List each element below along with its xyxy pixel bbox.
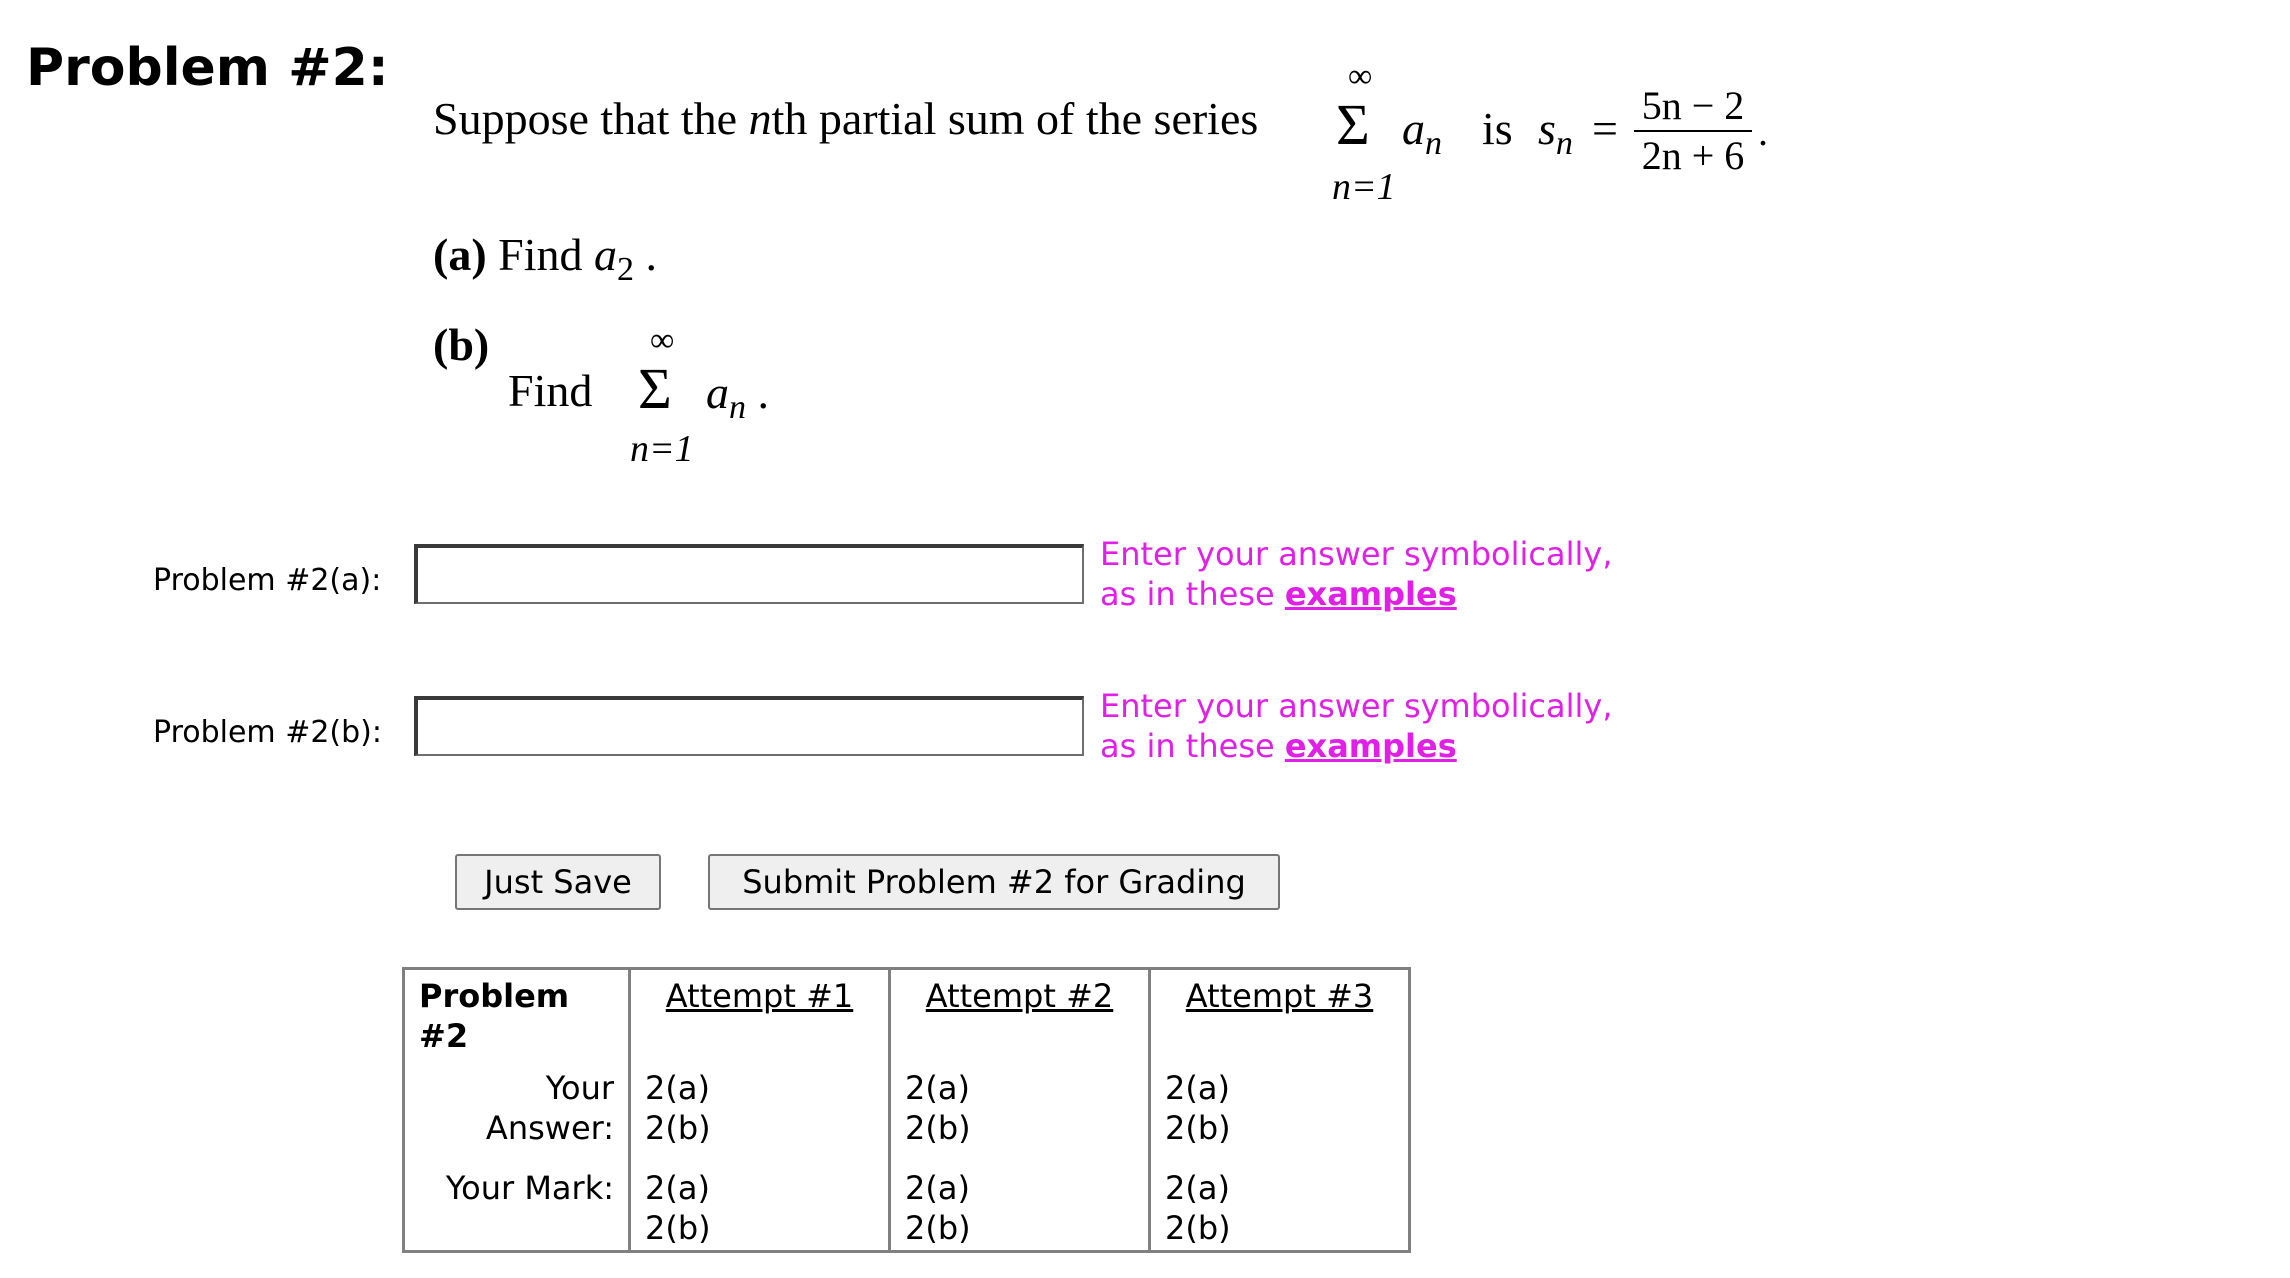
attempts-header-row <box>404 969 1410 1063</box>
your-answer-label: Your Answer: <box>404 1062 630 1168</box>
part-b-entry: 2(b) <box>905 1109 971 1147</box>
part-b-entry: 2(b) <box>905 1209 971 1247</box>
part-a-sub: 2 <box>617 251 635 288</box>
attempt-mark-cell <box>1150 1168 1410 1252</box>
page-title: Problem #2: <box>26 38 389 98</box>
part-b-text: Find <box>508 365 593 416</box>
answer-b-label: Problem #2(b): <box>153 715 382 750</box>
attempts-table <box>402 967 1411 1253</box>
hint-line <box>1100 574 1612 614</box>
part-a-end: . <box>645 229 658 280</box>
attempt-header: Attempt #2 <box>890 969 1150 1063</box>
part-a-var: a <box>594 229 618 280</box>
series-sum-lower-limit: n=1 <box>1332 166 1396 208</box>
series-term-sub: n <box>1425 125 1442 162</box>
part-a-entry: 2(a) <box>1165 1069 1230 1107</box>
hint-line <box>1100 726 1612 766</box>
part-b-entry: 2(b) <box>645 1209 711 1247</box>
part-a-entry: 2(a) <box>905 1169 970 1207</box>
part-b-sum-upper-limit: ∞ <box>650 322 675 359</box>
nth-variable: n <box>748 93 772 144</box>
examples-link[interactable]: examples <box>1284 575 1457 613</box>
attempt-header: Attempt #3 <box>1150 969 1410 1063</box>
series-term-var: a <box>1402 103 1425 154</box>
part-a-entry: 2(a) <box>1165 1169 1230 1207</box>
problem-statement <box>433 93 1259 144</box>
your-answer-row <box>404 1062 1410 1168</box>
part-b-term-var: a <box>706 367 729 418</box>
part-b-label: (b) <box>433 319 490 370</box>
equals-sign: = <box>1592 103 1618 154</box>
sn-sub: n <box>1555 125 1573 162</box>
your-mark-label: Your Mark: <box>404 1168 630 1252</box>
part-b-sum-lower-limit: n=1 <box>630 428 694 470</box>
part-a-text: Find <box>498 229 583 280</box>
attempt-mark-cell <box>890 1168 1150 1252</box>
part-b-term-sub: n <box>729 389 746 426</box>
submit-for-grading-button[interactable]: Submit Problem #2 for Grading <box>708 854 1280 910</box>
your-mark-row <box>404 1168 1410 1252</box>
answer-a-input[interactable] <box>414 544 1084 604</box>
sigma-icon: Σ <box>1336 92 1370 157</box>
sigma-icon: Σ <box>638 356 672 421</box>
part-a-prompt <box>433 229 658 288</box>
fraction-numerator: 5n − 2 <box>1634 86 1752 132</box>
partial-sum-var <box>1538 102 1573 163</box>
answer-b-hint <box>1100 686 1612 766</box>
fraction-denominator: 2n + 6 <box>1641 133 1745 178</box>
hint-text: as in these <box>1100 575 1275 613</box>
part-a-entry: 2(a) <box>905 1069 970 1107</box>
part-b-entry: 2(b) <box>1165 1109 1231 1147</box>
is-word: is <box>1482 103 1513 154</box>
statement-period: . <box>1758 109 1768 154</box>
hint-line: Enter your answer symbolically, <box>1100 687 1613 725</box>
answer-b-input[interactable] <box>414 696 1084 756</box>
hint-line: Enter your answer symbolically, <box>1100 535 1613 573</box>
attempt-answer-cell <box>1150 1062 1410 1168</box>
part-a-entry: 2(a) <box>645 1069 710 1107</box>
part-a-label: (a) <box>433 229 487 280</box>
attempt-mark-cell <box>630 1168 890 1252</box>
part-b-entry: 2(b) <box>645 1109 711 1147</box>
just-save-button[interactable]: Just Save <box>455 854 661 910</box>
part-b-end: . <box>757 367 769 418</box>
part-a-entry: 2(a) <box>645 1169 710 1207</box>
answer-a-label: Problem #2(a): <box>153 563 382 598</box>
sn-var: s <box>1538 103 1556 154</box>
series-term <box>1402 102 1442 163</box>
series-sum-upper-limit: ∞ <box>1348 58 1373 95</box>
attempt-answer-cell <box>890 1062 1150 1168</box>
attempt-header: Attempt #1 <box>630 969 890 1063</box>
hint-text: as in these <box>1100 727 1275 765</box>
answer-a-hint <box>1100 534 1612 614</box>
examples-link[interactable]: examples <box>1284 727 1457 765</box>
attempts-table-title: Problem #2 <box>404 969 630 1063</box>
problem-intro-rest: th partial sum of the series <box>771 93 1259 144</box>
attempt-answer-cell <box>630 1062 890 1168</box>
part-b-entry: 2(b) <box>1165 1209 1231 1247</box>
part-b-term <box>706 366 769 427</box>
problem-intro: Suppose that the <box>433 93 738 144</box>
partial-sum-fraction <box>1634 83 1752 178</box>
